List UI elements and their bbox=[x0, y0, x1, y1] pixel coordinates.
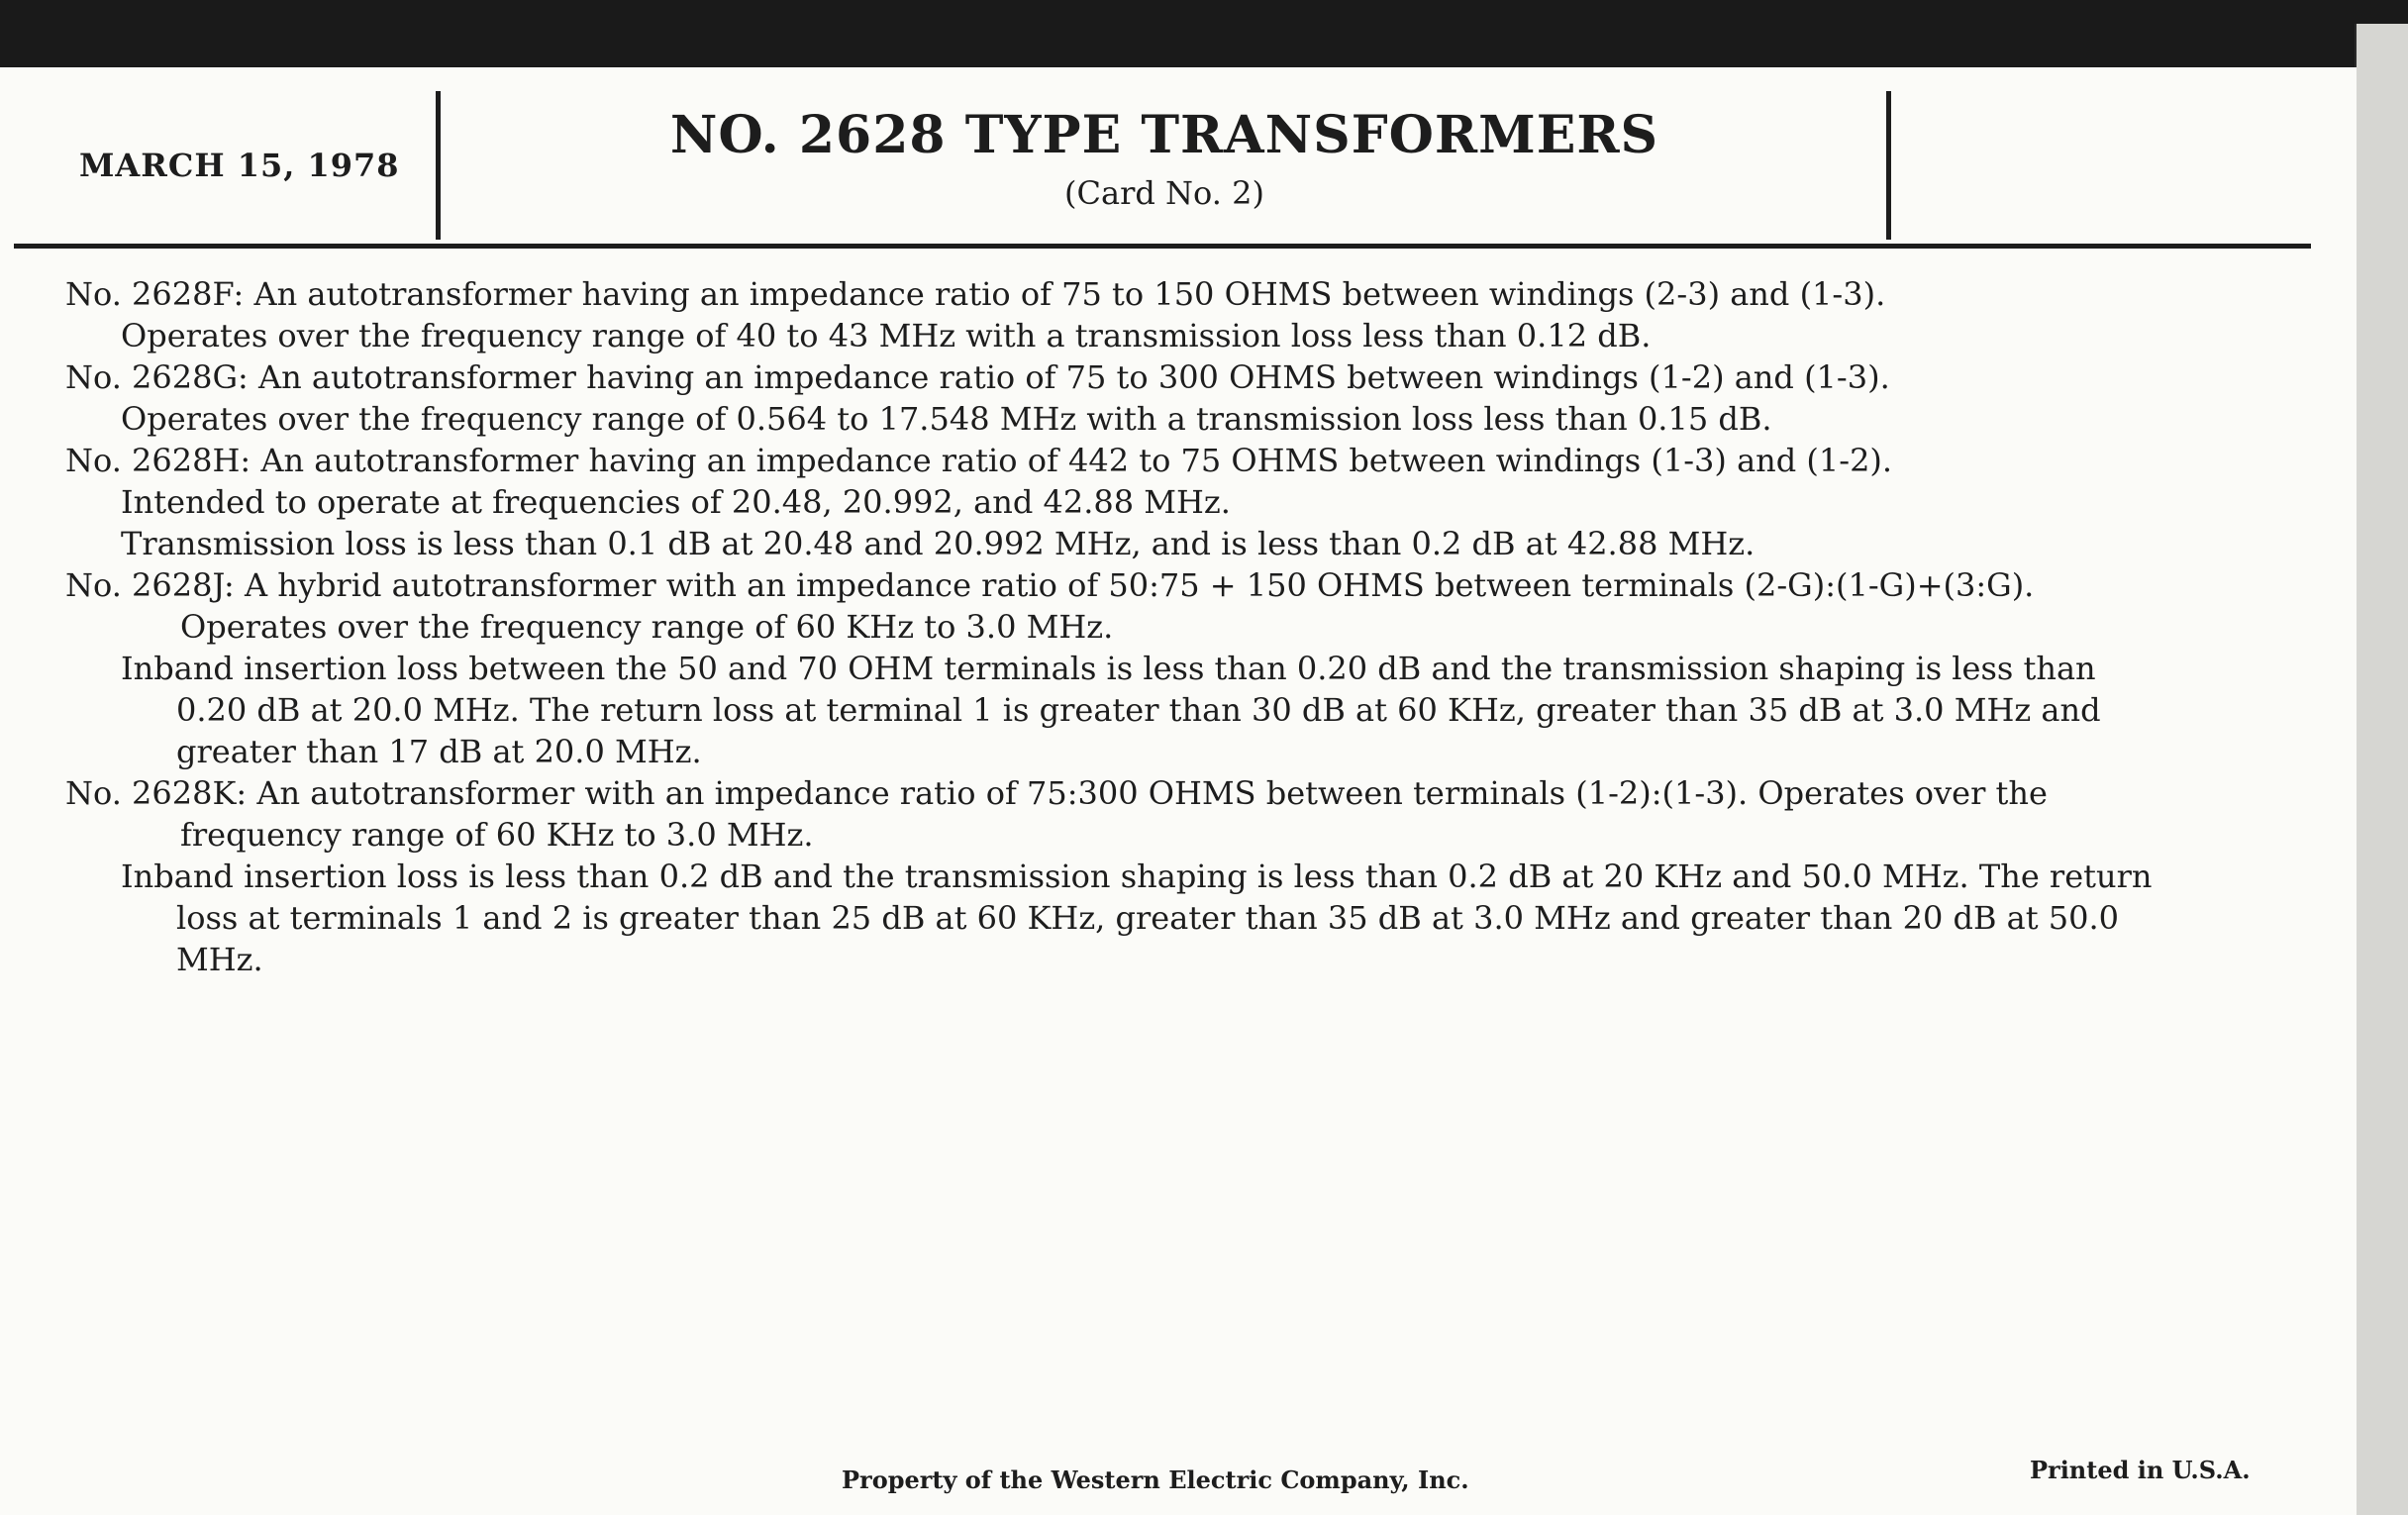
header-divider-left bbox=[436, 91, 441, 240]
entry-2628h bbox=[65, 440, 2263, 564]
entry-line: Operates over the frequency range of 0.564 to 17.548 MHz with a transmission loss less than 0.15 dB. bbox=[121, 400, 1772, 438]
entry-lead: No. 2628J: A hybrid autotransformer with an impedance ratio of 50:75 + 150 OHMS between terminals (2-G):(1-G)+(3:G). bbox=[65, 566, 2035, 604]
scan-edge-strip bbox=[2355, 24, 2408, 1515]
entry-lead: No. 2628K: An autotransformer with an impedance ratio of 75:300 OHMS between terminals (1-2):(1-3). Operates over the bbox=[65, 774, 2048, 812]
card-subtitle: (Card No. 2) bbox=[1064, 174, 1264, 212]
entry-2628k bbox=[65, 772, 2263, 980]
catalog-card bbox=[0, 67, 2357, 1515]
entry-line: Intended to operate at frequencies of 20.48, 20.992, and 42.88 MHz. bbox=[121, 483, 1231, 521]
entry-lead: No. 2628F: An autotransformer having an impedance ratio of 75 to 150 OHMS between windings (2-3) and (1-3). bbox=[65, 275, 1886, 313]
header-divider-right bbox=[1886, 91, 1891, 240]
paragraph-line: 0.20 dB at 20.0 MHz. The return loss at terminal 1 is greater than 30 dB at 60 KHz, greater than 35 dB at 3.0 MHz and bbox=[176, 691, 2101, 729]
card-header bbox=[0, 67, 2357, 246]
paragraph-line: MHz. bbox=[176, 941, 263, 978]
paragraph-line: greater than 17 dB at 20.0 MHz. bbox=[176, 733, 702, 770]
header-rule bbox=[14, 244, 2311, 249]
entry-paragraph bbox=[65, 856, 2263, 980]
entry-2628j bbox=[65, 564, 2263, 772]
paragraph-line: loss at terminals 1 and 2 is greater than 25 dB at 60 KHz, greater than 35 dB at 3.0 MHz and greater than 20 dB at 50.0 bbox=[176, 899, 2119, 937]
paragraph-first-line: Inband insertion loss is less than 0.2 dB and the transmission shaping is less than 0.2 dB at 20 KHz and 50.0 MHz. The return bbox=[121, 858, 2153, 895]
paragraph-first-line: Inband insertion loss between the 50 and 70 OHM terminals is less than 0.20 dB and the transmission shaping is less than bbox=[121, 650, 2096, 687]
footer-property: Property of the Western Electric Company, Inc. bbox=[842, 1465, 1469, 1494]
entry-line: Operates over the frequency range of 40 to 43 MHz with a transmission loss less than 0.12 dB. bbox=[121, 317, 1652, 354]
card-body bbox=[65, 273, 2263, 980]
entry-paragraph bbox=[65, 648, 2263, 772]
footer-printed: Printed in U.S.A. bbox=[2030, 1456, 2251, 1484]
entry-lead-continuation: frequency range of 60 KHz to 3.0 MHz. bbox=[180, 816, 814, 854]
entry-2628f bbox=[65, 273, 2263, 356]
card-title: NO. 2628 TYPE TRANSFORMERS bbox=[669, 105, 1659, 165]
entry-2628g bbox=[65, 356, 2263, 440]
entry-lead: No. 2628H: An autotransformer having an impedance ratio of 442 to 75 OHMS between windings (1-3) and (1-2). bbox=[65, 442, 1893, 479]
card-date: MARCH 15, 1978 bbox=[79, 147, 400, 184]
entry-line: Transmission loss is less than 0.1 dB at 20.48 and 20.992 MHz, and is less than 0.2 dB at 42.88 MHz. bbox=[121, 525, 1756, 562]
entry-lead-continuation: Operates over the frequency range of 60 KHz to 3.0 MHz. bbox=[180, 608, 1114, 646]
entry-lead: No. 2628G: An autotransformer having an impedance ratio of 75 to 300 OHMS between windings (1-2) and (1-3). bbox=[65, 358, 1890, 396]
